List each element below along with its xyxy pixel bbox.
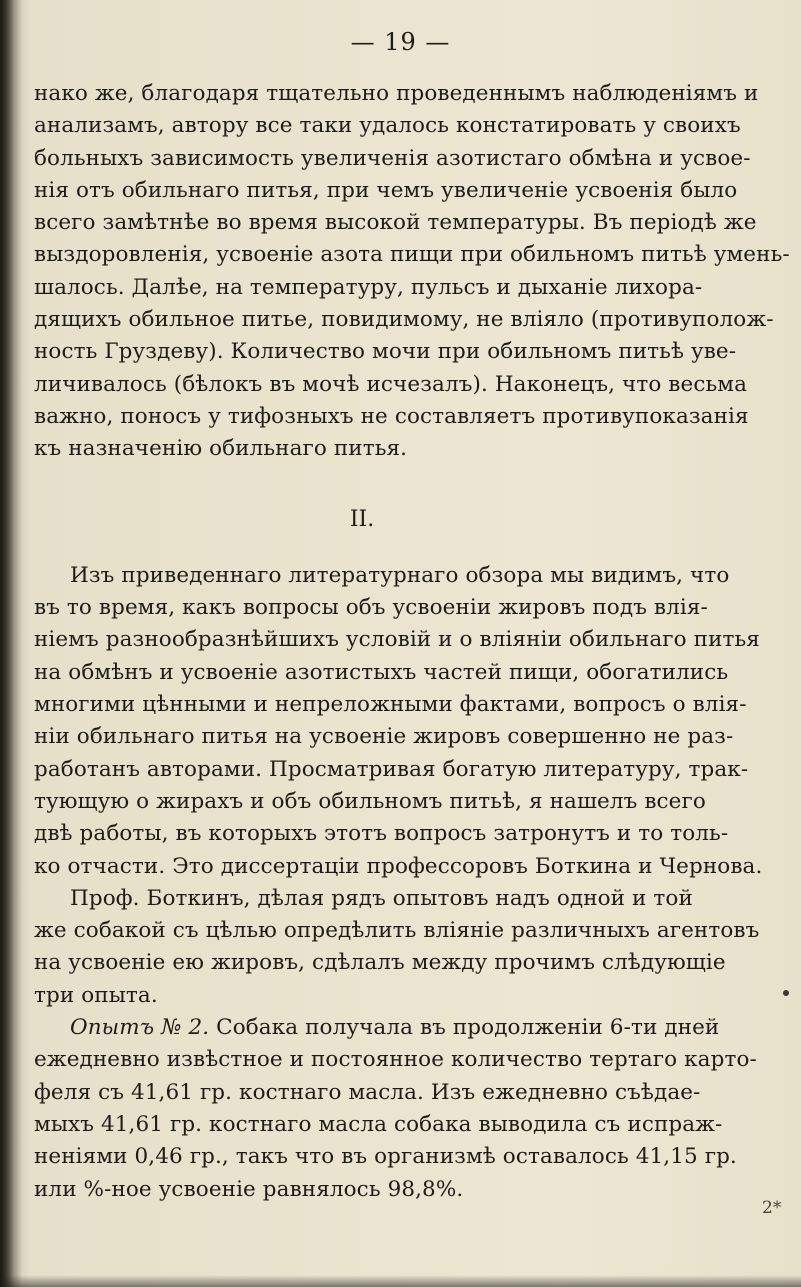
text-line: ежедневно извѣстное и постоянное количество тертаго карто- (34, 1047, 757, 1073)
text-line: неніями 0,46 гр., такъ что въ организмѣ оставалось 41,15 гр. (34, 1144, 737, 1170)
paragraph-4 (34, 1012, 757, 1206)
text-line: многими цѣнными и непреложными фактами, вопросъ о влія- (34, 692, 747, 718)
text-line: дящихъ обильное питье, повидимому, не вліяло (противуполож- (34, 307, 774, 333)
text-line: личивалось (бѣлокъ въ мочѣ исчезалъ). Наконецъ, что весьма (34, 371, 748, 397)
text-line: ко отчасти. Это диссертаціи профессоровъ Боткина и Чернова. (34, 853, 763, 879)
page-number: — 19 — (350, 28, 451, 56)
text-line: ніемъ разнообразнѣйшихъ условій и о вліяніи обильнаго питья (34, 627, 760, 653)
text-line: ніи обильнаго питья на усвоеніе жировъ совершенно не раз- (34, 724, 734, 750)
text-line: три опыта. (34, 982, 158, 1008)
text-line: на обмѣнъ и усвоеніе азотистыхъ частей пищи, обогатились (34, 659, 729, 685)
text-line: къ назначенію обильнаго питья. (34, 436, 408, 462)
text-line: нако же, благодаря тщательно проведеннымъ наблюденіямъ и (34, 81, 759, 106)
text-line: важно, поносъ у тифозныхъ не составляетъ противупоказанія (34, 403, 749, 429)
text-span: Собака получала въ продолженіи 6-ти дней (209, 1015, 720, 1041)
text-line: тующую о жирахъ и объ обильномъ питьѣ, я нашелъ всего (34, 788, 706, 814)
text-line: шалось. Далѣе, на температуру, пульсъ и дыханіе лихора- (34, 274, 703, 300)
text-line: всего замѣтнѣе во время высокой температуры. Въ періодѣ же (34, 210, 757, 236)
paragraph-1 (34, 78, 790, 466)
text-line: Проф. Боткинъ, дѣлая рядъ опытовъ надъ одной и той (70, 885, 693, 911)
text-line: мыхъ 41,61 гр. костнаго масла собака выводила съ испраж- (34, 1111, 723, 1137)
text-line: нія отъ обильнаго питья, при чемъ увеличеніе усвоенія было (34, 177, 738, 203)
binding-shadow (0, 0, 22, 1287)
text-line: выздоровленія, усвоеніе азота пищи при обильномъ питьѣ умень- (34, 242, 790, 268)
text-line: на усвоеніе ею жировъ, сдѣлалъ между прочимъ слѣдующіе (34, 950, 726, 976)
experiment-label: Опытъ № 2. (70, 1015, 210, 1041)
section-heading: II. (349, 506, 375, 532)
page-bottom-edge (0, 1275, 801, 1287)
paragraph-3 (34, 883, 760, 1012)
text-line: работанъ авторами. Просматривая богатую литературу, трак- (34, 756, 749, 782)
text-line: или %-ное усвоеніе равнялось 98,8%. (34, 1176, 464, 1202)
text-line: въ то время, какъ вопросы объ усвоеніи жировъ подъ влія- (34, 595, 708, 621)
text-line: ность Груздеву). Количество мочи при обильномъ питьѣ уве- (34, 339, 737, 365)
text-line: Изъ приведеннаго литературнаго обзора мы видимъ, что (70, 562, 730, 588)
text-line (34, 1012, 720, 1044)
text-line: больныхъ зависимость увеличенія азотистаго обмѣна и усвое- (34, 145, 751, 171)
body-text (34, 78, 790, 1206)
text-line: феля съ 41,61 гр. костнаго масла. Изъ ежедневно съѣдае- (34, 1079, 701, 1105)
paragraph-2 (34, 560, 763, 883)
text-line: анализамъ, автору все таки удалось констатировать у своихъ (34, 113, 741, 139)
ink-speck (783, 990, 789, 996)
text-line: же собакой съ цѣлью опредѣлить вліяніе различныхъ агентовъ (34, 918, 760, 944)
signature-mark: 2* (762, 1198, 782, 1218)
text-line: двѣ работы, въ которыхъ этотъ вопросъ затронутъ и то толь- (34, 821, 729, 847)
